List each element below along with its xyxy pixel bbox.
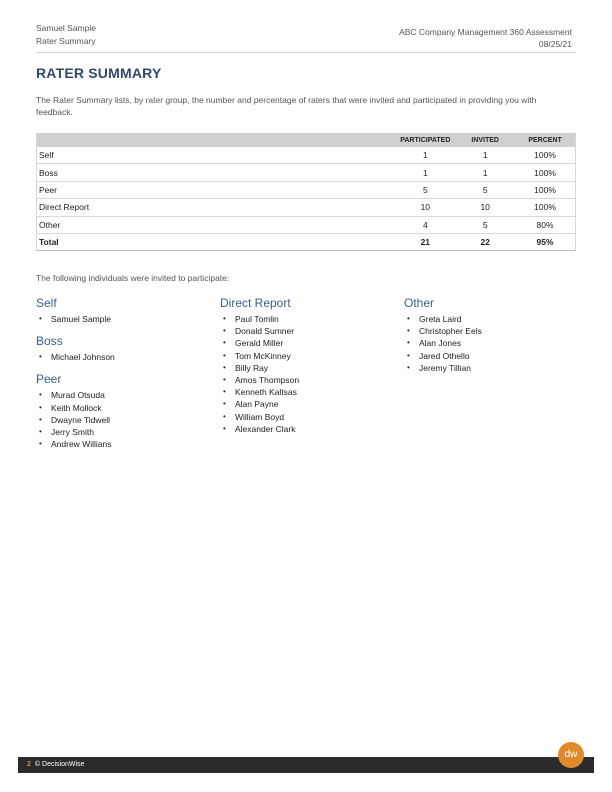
assessment-name: ABC Company Management 360 Assessment (399, 27, 572, 37)
list-item (220, 350, 395, 362)
list-item (36, 313, 211, 325)
rater-name: William Boyd (235, 411, 285, 422)
list-item (220, 411, 395, 423)
list-item (220, 313, 395, 325)
page-footer (18, 757, 594, 773)
rater-column-3 (404, 296, 579, 383)
list-item (36, 414, 211, 426)
bullet-icon: • (39, 439, 42, 449)
bullet-icon: • (223, 387, 226, 397)
list-item (36, 389, 211, 401)
group-title-boss: Boss (36, 334, 63, 349)
rater-name: Paul Tomlin (235, 314, 279, 324)
column-header-group (37, 133, 396, 147)
bullet-icon: • (39, 314, 42, 323)
table-row (37, 181, 576, 198)
intro-text: The Rater Summary lists, by rater group, the number and percentage of raters that were invited and participated in providing you with feedback. (36, 95, 537, 117)
bullet-icon: • (39, 390, 42, 400)
bullet-icon: • (223, 338, 226, 348)
decisionwise-logo-icon: dw (558, 742, 584, 768)
list-item (220, 325, 395, 337)
row-participated: 10 (395, 199, 455, 216)
rater-column-1 (36, 296, 211, 459)
rater-name: Jared Othello (419, 350, 470, 361)
bullet-icon: • (407, 338, 410, 348)
rater-name: Jeremy Tillian (419, 362, 471, 373)
row-group: Peer (37, 181, 396, 198)
list-item (36, 402, 211, 414)
row-group: Self (37, 147, 396, 164)
rater-name: Samuel Sample (51, 314, 112, 324)
rater-name: Alan Payne (235, 399, 279, 410)
table-header-row (37, 133, 576, 147)
bullet-icon: • (407, 314, 410, 323)
page-title: RATER SUMMARY (36, 65, 162, 81)
list-item (36, 438, 211, 450)
bullet-icon: • (39, 414, 42, 424)
row-invited: 1 (455, 164, 515, 181)
rater-name: Jerry Smith (51, 427, 94, 438)
total-participated: 21 (395, 233, 455, 250)
row-percent: 100% (515, 147, 575, 164)
list-item (404, 313, 579, 325)
name-list-peer (36, 389, 211, 450)
group-title-other: Other (404, 296, 435, 310)
bullet-icon: • (39, 427, 42, 437)
rater-name: Alexander Clark (235, 423, 296, 434)
rater-name: Gerald Miller (235, 338, 284, 349)
rater-name: Keith Mollock (51, 402, 102, 413)
table-row (37, 164, 576, 181)
report-header-left (36, 22, 96, 48)
rater-name: Amos Thompson (235, 375, 300, 386)
rater-name: Tom McKinney (235, 350, 291, 361)
bullet-icon: • (407, 326, 410, 336)
list-item (220, 386, 395, 398)
bullet-icon: • (223, 399, 226, 409)
table-row (37, 199, 576, 216)
bullet-icon: • (223, 350, 226, 360)
group-title-direct-report: Direct Report (220, 296, 291, 310)
bullet-icon: • (223, 326, 226, 336)
header-divider (36, 52, 576, 53)
total-percent: 95% (515, 233, 575, 250)
total-label: Total (37, 233, 396, 250)
row-participated: 1 (395, 164, 455, 181)
name-list-direct-report (220, 313, 395, 435)
rater-name: Billy Ray (235, 362, 269, 373)
row-participated: 5 (395, 181, 455, 198)
list-item (404, 325, 579, 337)
total-invited: 22 (455, 233, 515, 250)
list-item (404, 337, 579, 349)
row-participated: 4 (395, 216, 455, 233)
row-invited: 5 (455, 216, 515, 233)
row-group: Direct Report (37, 199, 396, 216)
rater-summary-table (36, 133, 576, 251)
list-item (220, 337, 395, 349)
name-list-self (36, 313, 211, 325)
list-item (404, 362, 579, 374)
row-invited: 1 (455, 147, 515, 164)
group-title-peer: Peer (36, 372, 62, 387)
bullet-icon: • (223, 375, 226, 385)
bullet-icon: • (39, 402, 42, 412)
bullet-icon: • (39, 352, 42, 362)
list-item (220, 398, 395, 410)
person-name: Samuel Sample (36, 23, 97, 33)
rater-name: Dwayne Tidwell (51, 414, 111, 425)
list-item (404, 350, 579, 362)
rater-name: Michael Johnson (51, 352, 115, 363)
row-percent: 100% (515, 181, 575, 198)
copyright-text: © DecisionWise (34, 761, 85, 768)
row-group: Boss (37, 164, 396, 181)
rater-name: Greta Laird (419, 314, 462, 324)
row-percent: 100% (515, 164, 575, 181)
bullet-icon: • (223, 362, 226, 372)
row-group: Other (37, 216, 396, 233)
table-row (37, 216, 576, 233)
group-title-self: Self (36, 296, 57, 310)
rater-column-2 (220, 296, 395, 444)
page-number: 2 (27, 761, 31, 768)
bullet-icon: • (407, 350, 410, 360)
bullet-icon: • (223, 314, 226, 323)
bullet-icon: • (407, 362, 410, 372)
column-header-invited: INVITED (455, 133, 515, 147)
bullet-icon: • (223, 411, 226, 421)
list-item (36, 351, 211, 363)
column-header-participated: PARTICIPATED (395, 133, 455, 147)
rater-name: Donald Sumner (235, 326, 295, 337)
rater-name: Kenneth Kaltsas (235, 387, 297, 398)
rater-name: Murad Otsuda (51, 390, 105, 401)
invited-intro-text: The following individuals were invited to participate: (36, 273, 230, 283)
rater-name: Alan Jones (419, 338, 462, 349)
row-percent: 100% (515, 199, 575, 216)
row-percent: 80% (515, 216, 575, 233)
list-item (220, 362, 395, 374)
list-item (36, 426, 211, 438)
list-item (220, 423, 395, 435)
rater-name: Andrew Willians (51, 439, 112, 450)
name-list-boss (36, 351, 211, 363)
row-invited: 10 (455, 199, 515, 216)
report-header-right (399, 26, 572, 50)
table-row (37, 147, 576, 164)
total-row (37, 233, 576, 250)
name-list-other (404, 313, 579, 374)
report-date: 08/25/21 (538, 39, 572, 49)
bullet-icon: • (223, 423, 226, 433)
column-header-percent: PERCENT (515, 133, 575, 147)
row-participated: 1 (395, 147, 455, 164)
section-name: Rater Summary (36, 36, 96, 46)
list-item (220, 374, 395, 386)
rater-name: Christopher Eels (419, 326, 482, 337)
row-invited: 5 (455, 181, 515, 198)
